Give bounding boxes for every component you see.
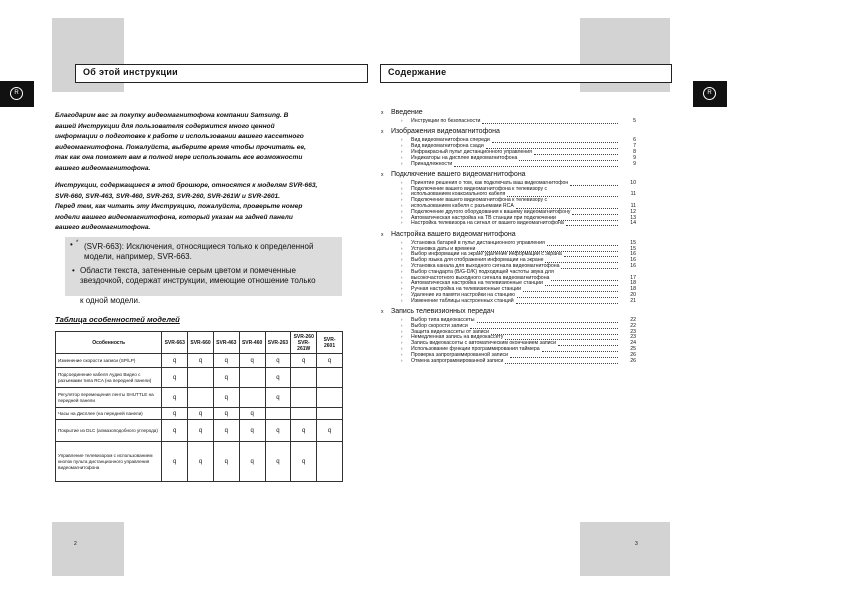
toc-item: Установка канала для выходного сигнала видеомагнитофона: [411, 262, 560, 269]
toc-item: Ручная настройка на телевизионные станции: [411, 286, 522, 293]
note2-line: к одной модели.: [80, 296, 141, 305]
toc-section-title: Изображения видеомагнитофона: [391, 128, 500, 136]
table-cell: q: [265, 442, 291, 482]
table-cell: q: [291, 442, 317, 482]
table-cell: q: [213, 408, 239, 420]
toc-section-title: Запись телевизионных передач: [391, 308, 495, 315]
toc-item-leader: [516, 303, 618, 304]
table-row: [56, 354, 343, 368]
toc-item-bullet: ›: [401, 214, 403, 220]
toc-item: Изменение таблицы настроенных станций: [411, 297, 514, 304]
toc-item: Автоматическая настройка на телевизионные станции: [411, 280, 543, 287]
toc-item-leader: [505, 363, 618, 364]
table-cell: q: [265, 354, 291, 368]
toc-item-page: 10: [630, 179, 636, 186]
model-notes-box: [65, 237, 342, 296]
toc-item: высокочастотного выходного сигнала видеомагнитофона: [411, 274, 550, 281]
toc-item: использованием коаксиального кабеля: [411, 191, 506, 198]
table-cell-feature: Управление телевизором с использованием кнопок пульта дистанционного управления видеомагнитофона: [56, 442, 162, 482]
table-cell: [188, 388, 214, 408]
table-cell: q: [213, 420, 239, 442]
toc-item-bullet: ›: [401, 328, 403, 334]
toc-item-page: 11: [630, 203, 636, 209]
toc-item-bullet: ›: [401, 191, 403, 197]
toc-item-page: 11: [630, 191, 636, 198]
toc-item-bullet: ›: [401, 297, 403, 303]
table-cell: q: [291, 354, 317, 368]
toc-item-bullet: ›: [401, 351, 403, 357]
toc-item-page: 16: [630, 257, 636, 264]
table-row: [56, 408, 343, 420]
note2-line: звездочкой, содержат инструкции, имеющие отношение только: [80, 276, 316, 285]
toc-item-leader: [491, 334, 618, 335]
toc-item-page: 21: [630, 297, 636, 304]
toc-item-page: 24: [630, 340, 636, 347]
toc-item-bullet: ›: [401, 154, 403, 160]
toc-item-leader: [510, 357, 618, 358]
table-cell: q: [162, 354, 188, 368]
table-cell: [265, 408, 291, 420]
toc-item: Принятие решения о том, как подключать ваш видеомагнитофон: [411, 179, 569, 186]
toc-item: Подключение вашего видеомагнитофона к телевизору с: [411, 185, 548, 192]
right-language-tab-letter: R: [703, 87, 716, 100]
table-cell: q: [162, 420, 188, 442]
note2-line: Области текста, затененные серым цветом и помеченные: [80, 266, 296, 275]
toc-item: Выбор скорости записи: [411, 322, 468, 329]
table-header: Особенность: [56, 332, 162, 354]
left-language-tab-letter: R: [10, 87, 23, 100]
toc-item-bullet: ›: [401, 203, 403, 208]
table-cell: q: [291, 420, 317, 442]
intro2-line: Перед тем, как читать эту Инструкцию, пожалуйста, проверьте номер: [55, 203, 303, 211]
table-header: SVR-460: [239, 332, 265, 354]
table-header: SVR-660: [188, 332, 214, 354]
toc-item-bullet: ›: [401, 143, 403, 149]
toc-item-leader: [566, 225, 618, 226]
toc-item-page: 7: [633, 143, 636, 150]
toc-item-page: 23: [630, 334, 636, 341]
intro1-line: видеомагнитофона. Пожалуйста, выберите время чтобы прочитать ее,: [55, 143, 306, 151]
note2-bullet: •: [72, 266, 75, 275]
table-cell: q: [213, 368, 239, 388]
left-language-tab: [0, 81, 34, 107]
table-cell: q: [317, 354, 343, 368]
note1-line: модели, например, SVR-663.: [84, 252, 192, 261]
toc-item-bullet: ›: [401, 148, 403, 154]
table-cell: [317, 442, 343, 482]
right-page-header: [380, 64, 672, 83]
toc-item-page: 25: [630, 346, 636, 352]
toc-item-bullet: ›: [401, 239, 403, 245]
toc-item: Подключение другого оборудования к вашему видеомагнитофону: [411, 208, 571, 215]
table-cell: q: [162, 368, 188, 388]
toc-item: Выбор информации на экран/ удаление информации с экрана: [411, 251, 562, 258]
toc-item-page: 5: [633, 118, 636, 124]
table-cell-feature: Подсоединение кабеля Аудио Видео с разъемами типа RCA (на передней панели): [56, 368, 162, 388]
table-cell: q: [188, 420, 214, 442]
table-header: SVR-2601: [317, 332, 343, 354]
toc-item: Выбор стандарта (B/G-D/K) подходящей частоты звука для: [411, 268, 554, 275]
toc-item-bullet: ›: [401, 286, 403, 292]
toc-item: Установка батарей в пульт дистанционного управления: [411, 239, 545, 246]
toc-item: Выбор типа видеокассеты: [411, 317, 475, 323]
toc-item-page: 16: [630, 251, 636, 258]
toc-item-page: 16: [630, 262, 636, 269]
toc-item-leader: [519, 160, 618, 161]
table-cell: q: [265, 420, 291, 442]
toc-item-bullet: ›: [401, 257, 403, 263]
toc-item-page: 8: [633, 148, 636, 155]
toc-item-leader: [564, 256, 618, 257]
toc-item: Использование функции программирования таймера: [411, 346, 540, 352]
toc-item-bullet: ›: [401, 137, 403, 143]
table-cell: q: [162, 388, 188, 408]
toc-section-marker: x: [381, 129, 384, 136]
toc-item-leader: [558, 220, 618, 221]
toc-item-page: 6: [633, 137, 636, 144]
toc-item-leader: [551, 280, 618, 281]
toc-item: Удаление из памяти настройки на станцию: [411, 291, 515, 298]
table-cell: q: [239, 354, 265, 368]
intro2-line: модели вашего видеомагнитофона, который указан на задней панели: [55, 213, 293, 221]
toc-item-leader: [517, 297, 618, 298]
toc-item: Проверка запрограммированной записи: [411, 351, 508, 358]
table-cell: [291, 408, 317, 420]
table-cell: q: [239, 408, 265, 420]
table-cell: [317, 368, 343, 388]
toc-item-bullet: ›: [401, 317, 403, 322]
toc-item-bullet: ›: [401, 357, 403, 363]
table-header-row: [56, 332, 343, 354]
toc-item: Индикаторы на дисплее видеомагнитофона: [411, 154, 518, 161]
right-language-tab: [693, 81, 727, 107]
toc-item-leader: [570, 185, 618, 186]
toc-item: использованием кабеля с разъемами RCA: [411, 203, 514, 209]
table-cell: [239, 368, 265, 388]
toc-item-bullet: ›: [401, 251, 403, 257]
toc-item-page: 9: [633, 154, 636, 161]
toc-item-page: 14: [630, 220, 636, 227]
table-cell: q: [265, 368, 291, 388]
toc-item: Защита видеокассеты от записи: [411, 328, 490, 335]
toc-item-bullet: ›: [401, 268, 403, 274]
table-cell: q: [213, 442, 239, 482]
toc-item: Выбор языка для отображения информации на экране: [411, 257, 544, 264]
toc-item-bullet: ›: [401, 197, 403, 203]
intro2-line: вашего видеомагнитофона.: [55, 224, 151, 232]
intro2-line: SVR-660, SVR-463, SVR-460, SVR-263, SVR-260, SVR-261W и SVR-2601.: [55, 192, 281, 200]
toc-item-bullet: ›: [401, 262, 403, 268]
toc-item-bullet: ›: [401, 340, 403, 346]
toc-item-leader: [558, 345, 618, 346]
toc-item-leader: [492, 142, 618, 143]
toc-item-bullet: ›: [401, 322, 403, 328]
toc-item-bullet: ›: [401, 185, 403, 191]
toc-item-page: 18: [630, 286, 636, 293]
left-page-number: 2: [74, 541, 77, 547]
table-cell: q: [162, 442, 188, 482]
toc-item-leader: [561, 268, 618, 269]
table-cell: [291, 368, 317, 388]
table-cell: q: [239, 420, 265, 442]
toc-section-marker: x: [381, 110, 384, 116]
table-cell: q: [265, 388, 291, 408]
table-cell-feature: Изменение скорости записи (SP/LP): [56, 354, 162, 368]
table-cell: q: [162, 408, 188, 420]
toc-section-marker: x: [381, 309, 384, 315]
toc-section-marker: x: [381, 171, 384, 178]
right-page-number: 3: [635, 541, 638, 547]
toc-item-bullet: ›: [401, 346, 403, 351]
toc-item-page: 22: [630, 317, 636, 323]
table-row: [56, 442, 343, 482]
table-cell: [317, 388, 343, 408]
intro2-line: Инструкции, содержащиеся в этой брошюре, относятся к моделям SVR-663,: [55, 182, 318, 189]
toc-item-page: 26: [630, 351, 636, 358]
table-cell: q: [213, 354, 239, 368]
table-cell: q: [213, 388, 239, 408]
table-cell: q: [188, 354, 214, 368]
left-page-header: [75, 64, 368, 83]
intro1-line: вашей Инструкции для пользователя содержится много ценной: [55, 122, 275, 130]
table-cell-feature: Покрытие из DLC (алмазоподобного углерода): [56, 420, 162, 442]
toc-item-page: 15: [630, 239, 636, 246]
toc-item: Автоматическая настройка на ТВ станции при подключении: [411, 214, 556, 221]
toc-item-bullet: ›: [401, 274, 403, 280]
table-cell: q: [188, 408, 214, 420]
toc-item-leader: [470, 328, 618, 329]
table-header: SVR-263: [265, 332, 291, 354]
toc-item-bullet: ›: [401, 280, 403, 286]
toc-item-leader: [482, 123, 618, 124]
table-header: SVR-463: [213, 332, 239, 354]
intro1-line: вашего видеомагнитофона.: [55, 164, 151, 172]
table-row: [56, 388, 343, 408]
table-cell: q: [317, 420, 343, 442]
toc-item-bullet: ›: [401, 179, 403, 185]
toc-item-bullet: ›: [401, 245, 403, 251]
toc-item-page: 22: [630, 322, 636, 329]
toc-item-leader: [477, 322, 618, 323]
features-table: [55, 331, 343, 482]
table-cell: [188, 368, 214, 388]
toc-item: Инфракрасный пульт дистанционного управления: [411, 148, 532, 155]
toc-item-bullet: ›: [401, 291, 403, 297]
intro-paragraph-1: [55, 111, 355, 175]
table-row: [56, 368, 343, 388]
toc-item-page: 18: [630, 280, 636, 287]
toc-item-leader: [547, 245, 618, 246]
table-cell: q: [188, 442, 214, 482]
toc-item: Вид видеомагнитофона сзади: [411, 143, 484, 150]
intro1-line: так как она поможет вам в полной мере использовать все возможности: [55, 154, 303, 162]
toc-item-leader: [523, 291, 618, 292]
table-cell: q: [239, 442, 265, 482]
table-header: SVR-663: [162, 332, 188, 354]
left-page-title: Об этой инструкции: [83, 67, 178, 77]
toc-item-bullet: ›: [401, 334, 403, 340]
toc-item: Подключение вашего видеомагнитофона к телевизору с: [411, 197, 548, 204]
toc-item: Запись видеокассеты с автоматическим окончанием записи: [411, 340, 557, 347]
toc-item-page: 15: [630, 245, 636, 252]
toc-item-page: 17: [630, 274, 636, 281]
note1-bullet: •: [70, 240, 73, 249]
toc-item-leader: [454, 166, 618, 167]
table-cell: [291, 388, 317, 408]
toc-item-leader: [542, 351, 618, 352]
intro1-line: информации о подготовке к работе и использовании вашего кассетного: [55, 133, 304, 141]
toc-item: Отмена запрограммированной записи: [411, 357, 504, 364]
toc-item: Настройка телевизора на сигнал от вашего видеомагнитофона: [411, 220, 564, 227]
note1-line: (SVR-663): Исключения, относящиеся только к определенной: [84, 242, 314, 251]
toc-item: Вид видеомагнитофона спереди: [411, 137, 490, 144]
toc-item: Немедленная запись на видеокассету: [411, 334, 504, 341]
toc-item-page: 9: [633, 160, 636, 167]
toc-item-leader: [572, 214, 618, 215]
toc-item-page: 12: [630, 208, 636, 215]
toc-item-page: 23: [630, 328, 636, 335]
table-header: SVR-260 SVR-261W: [291, 332, 317, 354]
toc-item-page: 20: [630, 291, 636, 298]
table-row: [56, 420, 343, 442]
toc-item-page: 26: [630, 357, 636, 364]
table-cell-feature: Часы на Дисплее (на передней панели): [56, 408, 162, 420]
table-cell-feature: Регулятор перемещения ленты SHUTTLE на передней панели: [56, 388, 162, 408]
toc-item-bullet: ›: [401, 208, 403, 214]
toc-item-leader: [534, 154, 618, 155]
toc-section-title: Настройка вашего видеомагнитофона: [391, 230, 516, 238]
toc-item-leader: [545, 285, 618, 286]
intro-paragraph-2: [55, 181, 355, 234]
table-cell: [317, 408, 343, 420]
toc-item: Инструкции по безопасности: [411, 118, 481, 124]
toc-item-bullet: ›: [401, 220, 403, 226]
right-page-title: Содержание: [388, 67, 447, 77]
intro1-line: Благодарим вас за покупку видеомагнитофона компании Samsung. В: [55, 112, 289, 119]
features-table-title: Таблица особенностей моделей: [55, 315, 180, 324]
toc-section-title: Подключение вашего видеомагнитофона: [391, 170, 526, 178]
note1-star-icon: *: [76, 240, 79, 246]
toc-section-title: Введение: [391, 109, 423, 116]
toc-item: Принадлежности: [411, 160, 453, 167]
toc-item-bullet: ›: [401, 160, 403, 166]
toc-item-bullet: ›: [401, 118, 403, 123]
toc-item: Установка даты и времени: [411, 245, 476, 252]
toc-section-marker: x: [381, 231, 384, 238]
table-cell: [239, 388, 265, 408]
toc-item-page: 13: [630, 214, 636, 221]
